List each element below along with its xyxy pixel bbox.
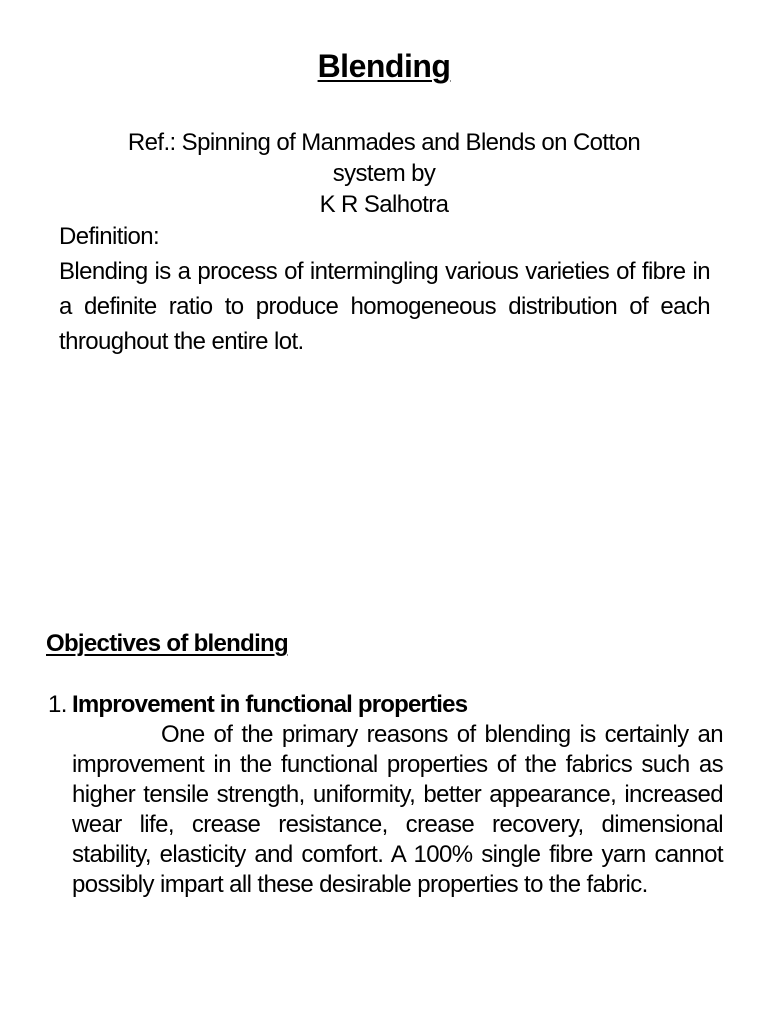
objective-text: One of the primary reasons of blending is certainly an improvement in the functional properties of the fabrics such as higher tensile strength, uniformity, better appearance, increased wear life, crease resistance, crease recovery, dimensional stability, elasticity and comfort. A 100% single fibre yarn cannot possibly impart all these desirable properties to the fabric. — [72, 721, 723, 898]
reference-line: system by — [332, 160, 436, 187]
reference-author: K R Salhotra — [319, 191, 449, 218]
page-title: Blending — [317, 48, 451, 84]
reference-line: Ref.: Spinning of Manmades and Blends on Cotton — [127, 129, 641, 156]
definition-text: Blending is a process of intermingling various varieties of fibre in a definite ratio to produce homogeneous distribution of each throughout the entire lot. — [59, 258, 710, 355]
objectives-heading: Objectives of blending — [46, 630, 288, 657]
objective-content — [72, 690, 723, 900]
objective-title: Improvement in functional properties — [72, 691, 468, 718]
objective-number: 1. — [48, 691, 67, 718]
definition-label: Definition: — [59, 223, 160, 250]
reference-block — [40, 127, 728, 220]
